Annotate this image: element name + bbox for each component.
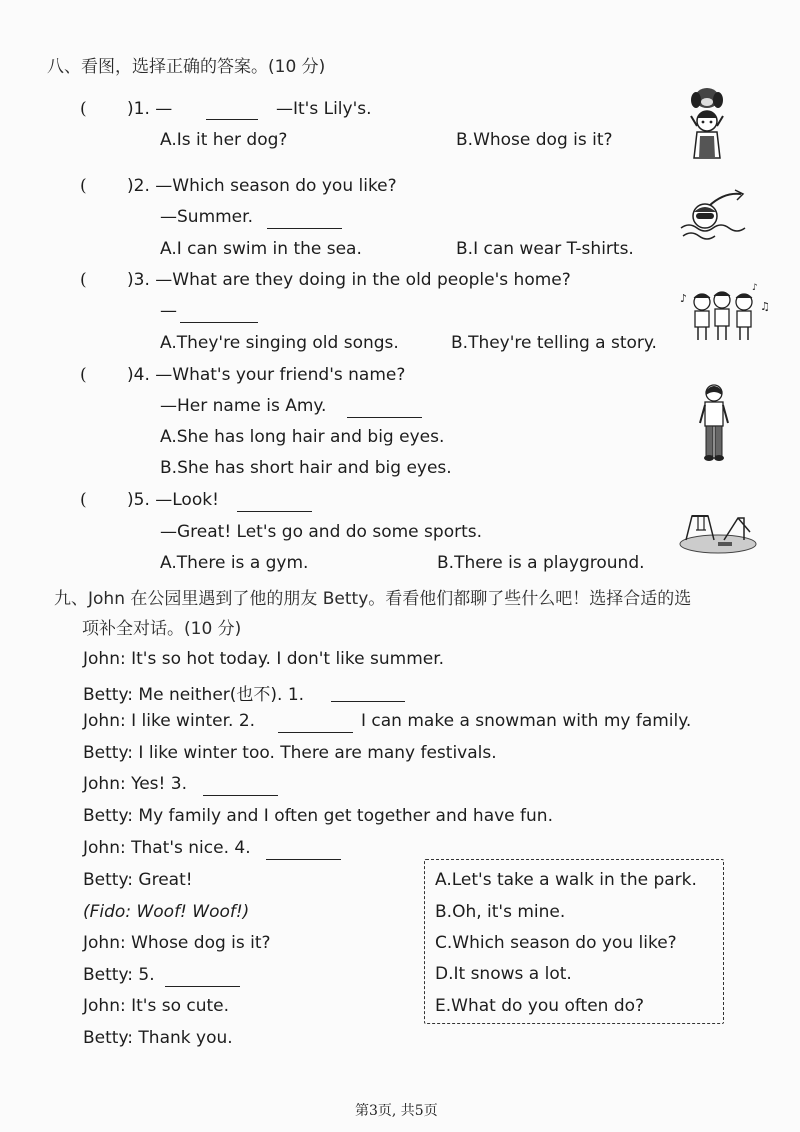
question-2-blank[interactable]	[267, 227, 342, 229]
option-c: C.Which season do you like?	[435, 933, 677, 953]
question-4-blank[interactable]	[347, 416, 422, 418]
option-e: E.What do you often do?	[435, 996, 645, 1016]
question-4-prompt: )4. —What's your friend's name?	[127, 365, 406, 385]
dialogue-blank-5[interactable]	[165, 985, 240, 987]
question-5-blank[interactable]	[237, 510, 312, 512]
dialogue-line: Betty: I like winter too. There are many festivals.	[83, 743, 497, 763]
dialogue-line: Betty: Great!	[83, 870, 193, 890]
question-3-option-a: A.They're singing old songs.	[160, 333, 399, 353]
section-9-title-line-2: 项补全对话。(10 分)	[82, 619, 242, 639]
playground-icon	[678, 510, 758, 554]
answer-paren[interactable]: (	[80, 365, 87, 385]
question-1-answer-line: —It's Lily's.	[276, 99, 372, 119]
question-5-option-a: A.There is a gym.	[160, 553, 309, 573]
dialogue-line: John: Whose dog is it?	[83, 933, 271, 953]
question-1-option-b: B.Whose dog is it?	[456, 130, 613, 150]
dialogue-blank-4[interactable]	[266, 858, 341, 860]
dialogue-line: Betty: Thank you.	[83, 1028, 233, 1048]
question-5-prompt: )5. —Look!	[127, 490, 219, 510]
svg-text:♪: ♪	[680, 292, 688, 305]
answer-paren[interactable]: (	[80, 176, 87, 196]
girl-with-dog-icon	[683, 86, 731, 161]
question-1-number: )1. —	[127, 99, 173, 119]
question-1-blank[interactable]	[206, 118, 258, 120]
answer-paren[interactable]: (	[80, 270, 87, 290]
question-2-reply: —Summer.	[160, 207, 253, 227]
dialogue-blank-1[interactable]	[331, 700, 405, 702]
page-number: 第3页, 共5页	[355, 1103, 438, 1119]
question-1-option-a: A.Is it her dog?	[160, 130, 288, 150]
question-3-reply: —	[160, 301, 177, 321]
dialogue-line: Betty: My family and I often get together and have fun.	[83, 806, 553, 826]
dialogue-line: John: That's nice. 4.	[83, 838, 251, 858]
dialogue-line: (Fido: Woof! Woof!)	[83, 902, 250, 922]
question-2-prompt: )2. —Which season do you like?	[127, 176, 397, 196]
question-3-blank[interactable]	[180, 321, 258, 323]
svg-text:♫: ♫	[760, 300, 770, 313]
question-3-prompt: )3. —What are they doing in the old people's home?	[127, 270, 571, 290]
section-8-title: 八、看图，选择正确的答案。(10 分)	[47, 57, 326, 77]
question-2-option-b: B.I can wear T-shirts.	[456, 239, 634, 259]
answer-paren[interactable]: (	[80, 490, 87, 510]
option-d: D.It snows a lot.	[435, 964, 572, 984]
dialogue-line: Betty: 5.	[83, 965, 155, 985]
options-box	[424, 859, 724, 1024]
dialogue-line: John: I like winter. 2.	[83, 711, 256, 731]
dialogue-blank-2[interactable]	[278, 731, 353, 733]
question-5-reply: —Great! Let's go and do some sports.	[160, 522, 483, 542]
answer-paren[interactable]: (	[80, 99, 87, 119]
dialogue-line: John: It's so hot today. I don't like summer.	[83, 649, 445, 669]
question-5-option-b: B.There is a playground.	[437, 553, 645, 573]
question-4-option-a: A.She has long hair and big eyes.	[160, 427, 445, 447]
swimmer-icon	[679, 188, 749, 244]
option-b: B.Oh, it's mine.	[435, 902, 566, 922]
question-4-reply: —Her name is Amy.	[160, 396, 327, 416]
dialogue-line: Betty: Me neither(也不). 1.	[83, 685, 305, 705]
option-a: A.Let's take a walk in the park.	[435, 870, 697, 890]
singing-children-icon	[678, 280, 773, 342]
section-9-title-line-1: 九、John 在公园里遇到了他的朋友 Betty。看看他们都聊了些什么吧！选择合适的选	[54, 589, 692, 609]
dialogue-line-continued: I can make a snowman with my family.	[361, 711, 692, 731]
dialogue-line: John: Yes! 3.	[83, 774, 187, 794]
question-4-option-b: B.She has short hair and big eyes.	[160, 458, 452, 478]
girl-standing-icon	[696, 383, 732, 463]
dialogue-line: John: It's so cute.	[83, 996, 230, 1016]
dialogue-blank-3[interactable]	[203, 794, 278, 796]
svg-text:♪: ♪	[752, 283, 758, 293]
question-2-option-a: A.I can swim in the sea.	[160, 239, 362, 259]
question-3-option-b: B.They're telling a story.	[451, 333, 657, 353]
